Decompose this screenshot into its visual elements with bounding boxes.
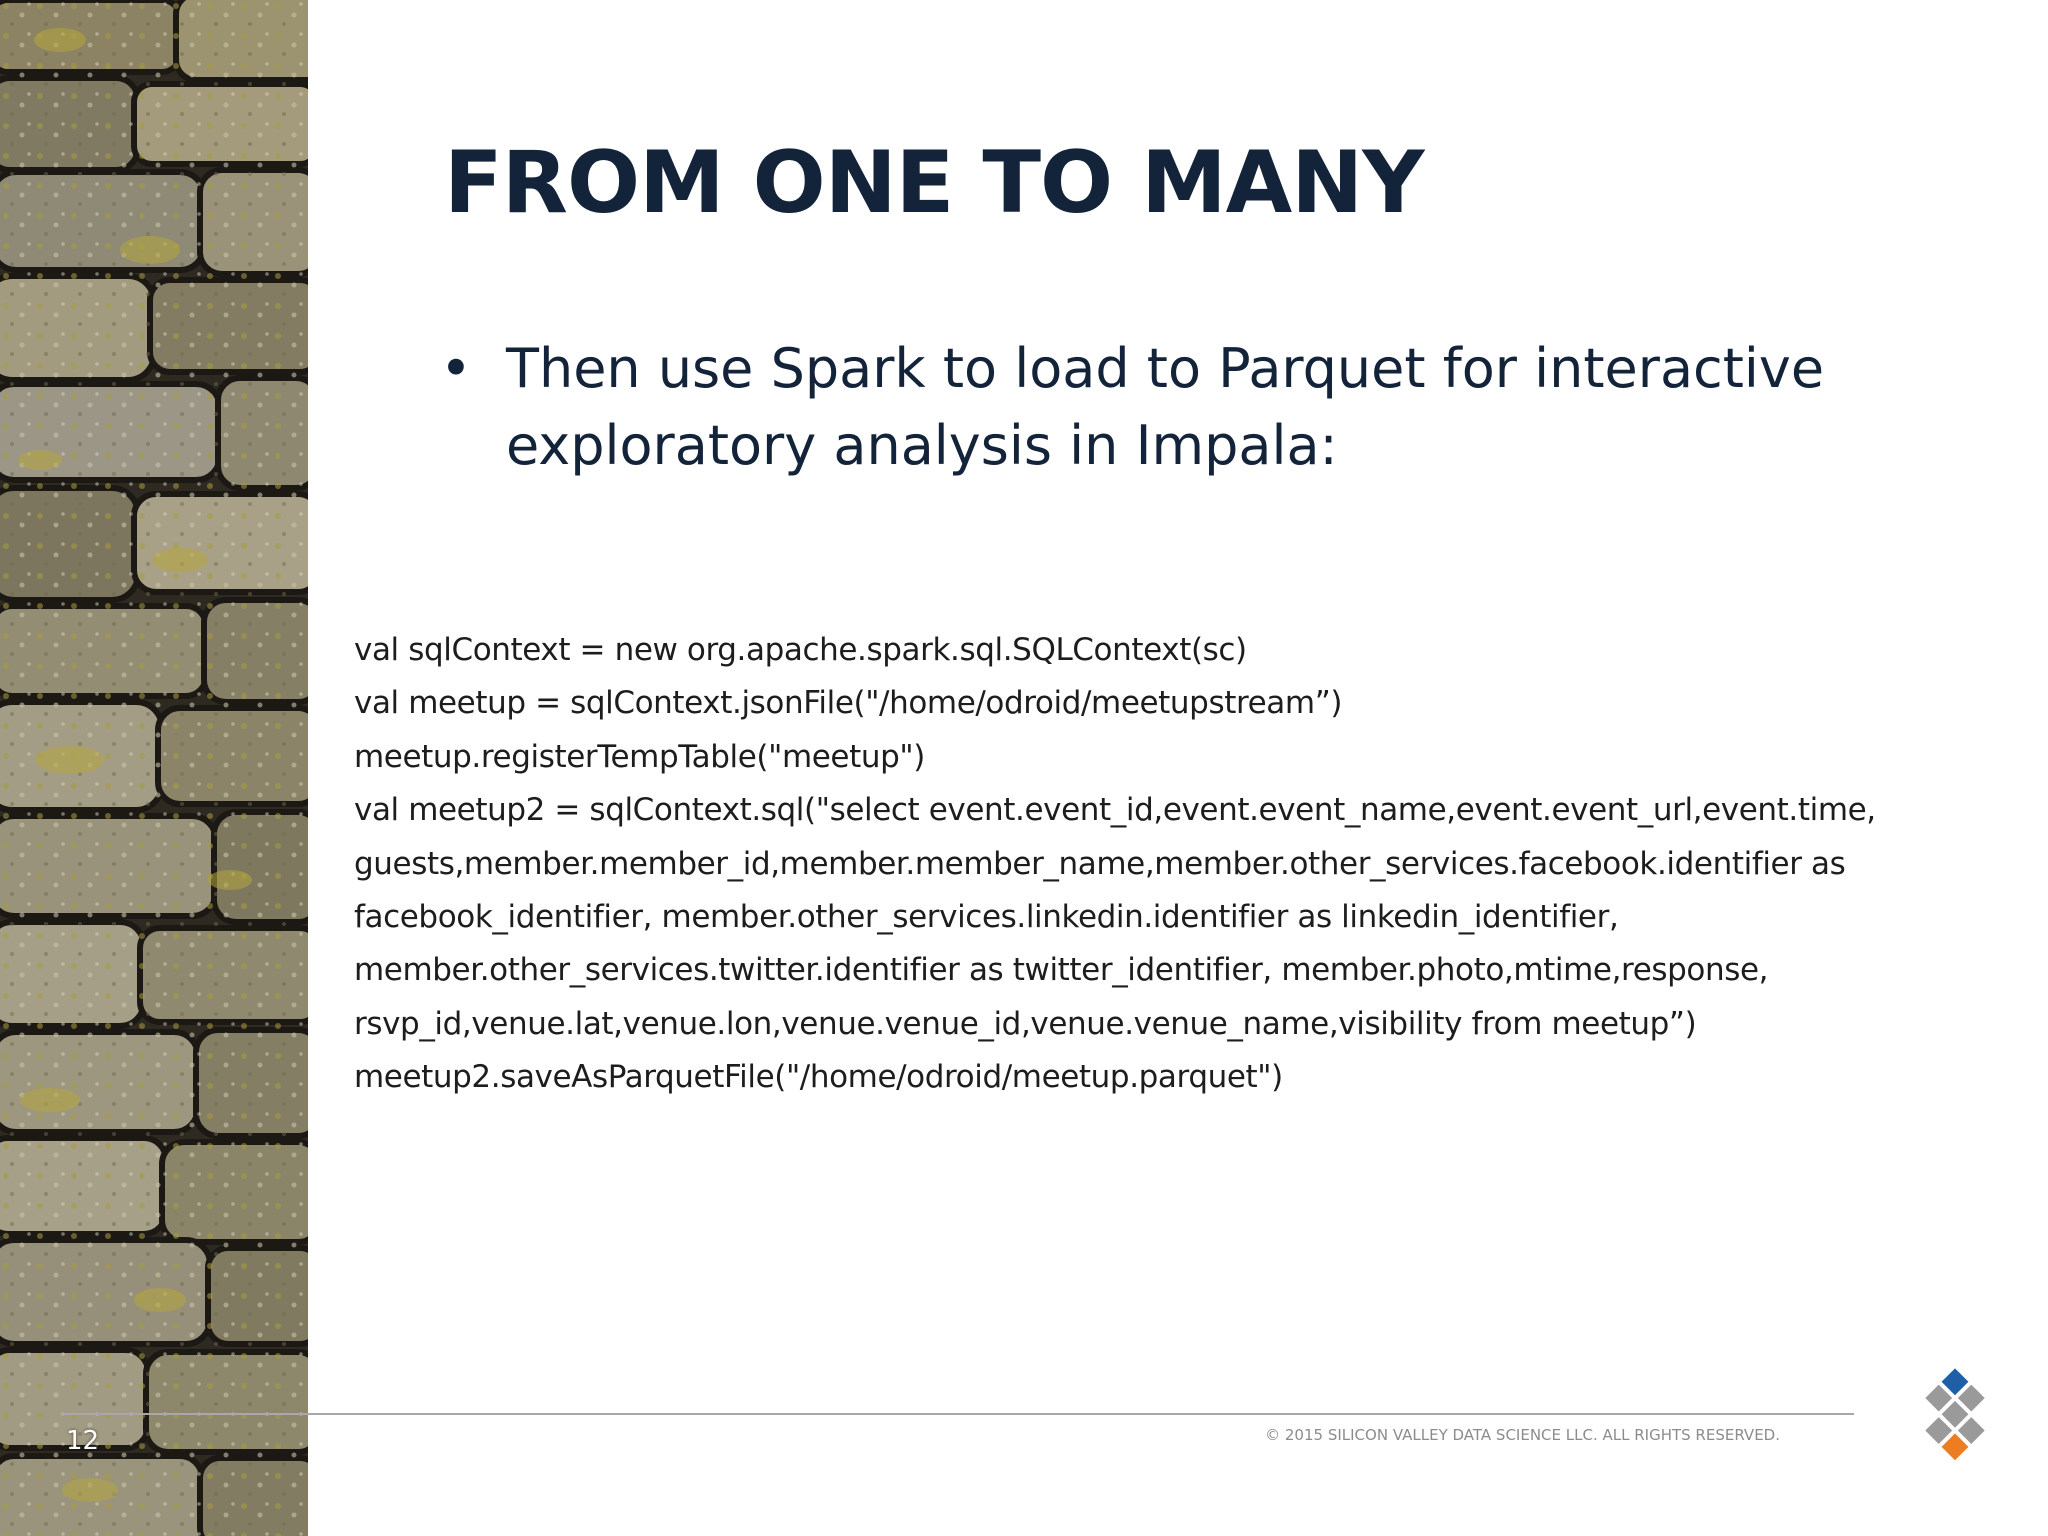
bullet-item: [440, 330, 1960, 484]
code-line: val meetup = sqlContext.jsonFile("/home/odroid/meetupstream”): [354, 685, 1343, 722]
logo-square: [1958, 1385, 1985, 1412]
svds-diamond-logo: [1905, 1365, 2005, 1465]
slide-title: FROM ONE TO MANY: [444, 133, 1424, 233]
logo-square: [1942, 1401, 1969, 1428]
bullet-text: Then use Spark to load to Parquet for interactive exploratory analysis in Impala:: [506, 337, 1825, 477]
logo-square: [1958, 1417, 1985, 1444]
code-line: val meetup2 = sqlContext.sql("select event.event_id,event.event_name,event.event_url,event.time,: [354, 792, 1876, 829]
code-line: val sqlContext = new org.apache.spark.sql.SQLContext(sc): [354, 632, 1247, 668]
logo-square-blue: [1942, 1368, 1969, 1395]
bullet-marker: •: [440, 337, 472, 400]
footer-divider: [60, 1413, 1854, 1415]
code-line: facebook_identifier, member.other_services.linkedin.identifier as linkedin_identifier,: [354, 899, 1619, 936]
stone-wall-image: [0, 0, 308, 1536]
logo-square: [1925, 1417, 1952, 1444]
copyright-notice: © 2015 SILICON VALLEY DATA SCIENCE LLC. ALL RIGHTS RESERVED.: [1265, 1426, 1780, 1444]
code-line: rsvp_id,venue.lat,venue.lon,venue.venue_id,venue.venue_name,visibility from meetup”): [354, 1005, 1697, 1042]
code-line: member.other_services.twitter.identifier as twitter_identifier, member.photo,mtime,response,: [354, 952, 1769, 989]
page-number: 12: [66, 1426, 100, 1456]
logo-square: [1925, 1385, 1952, 1412]
logo-square-orange: [1942, 1433, 1969, 1460]
code-line: guests,member.member_id,member.member_name,member.other_services.facebook.identifier as: [354, 845, 1846, 882]
bullet-list: [440, 330, 1960, 484]
code-line: meetup.registerTempTable("meetup"): [354, 738, 925, 775]
code-block: [354, 624, 2034, 1105]
code-line: meetup2.saveAsParquetFile("/home/odroid/meetup.parquet"): [354, 1059, 1283, 1096]
